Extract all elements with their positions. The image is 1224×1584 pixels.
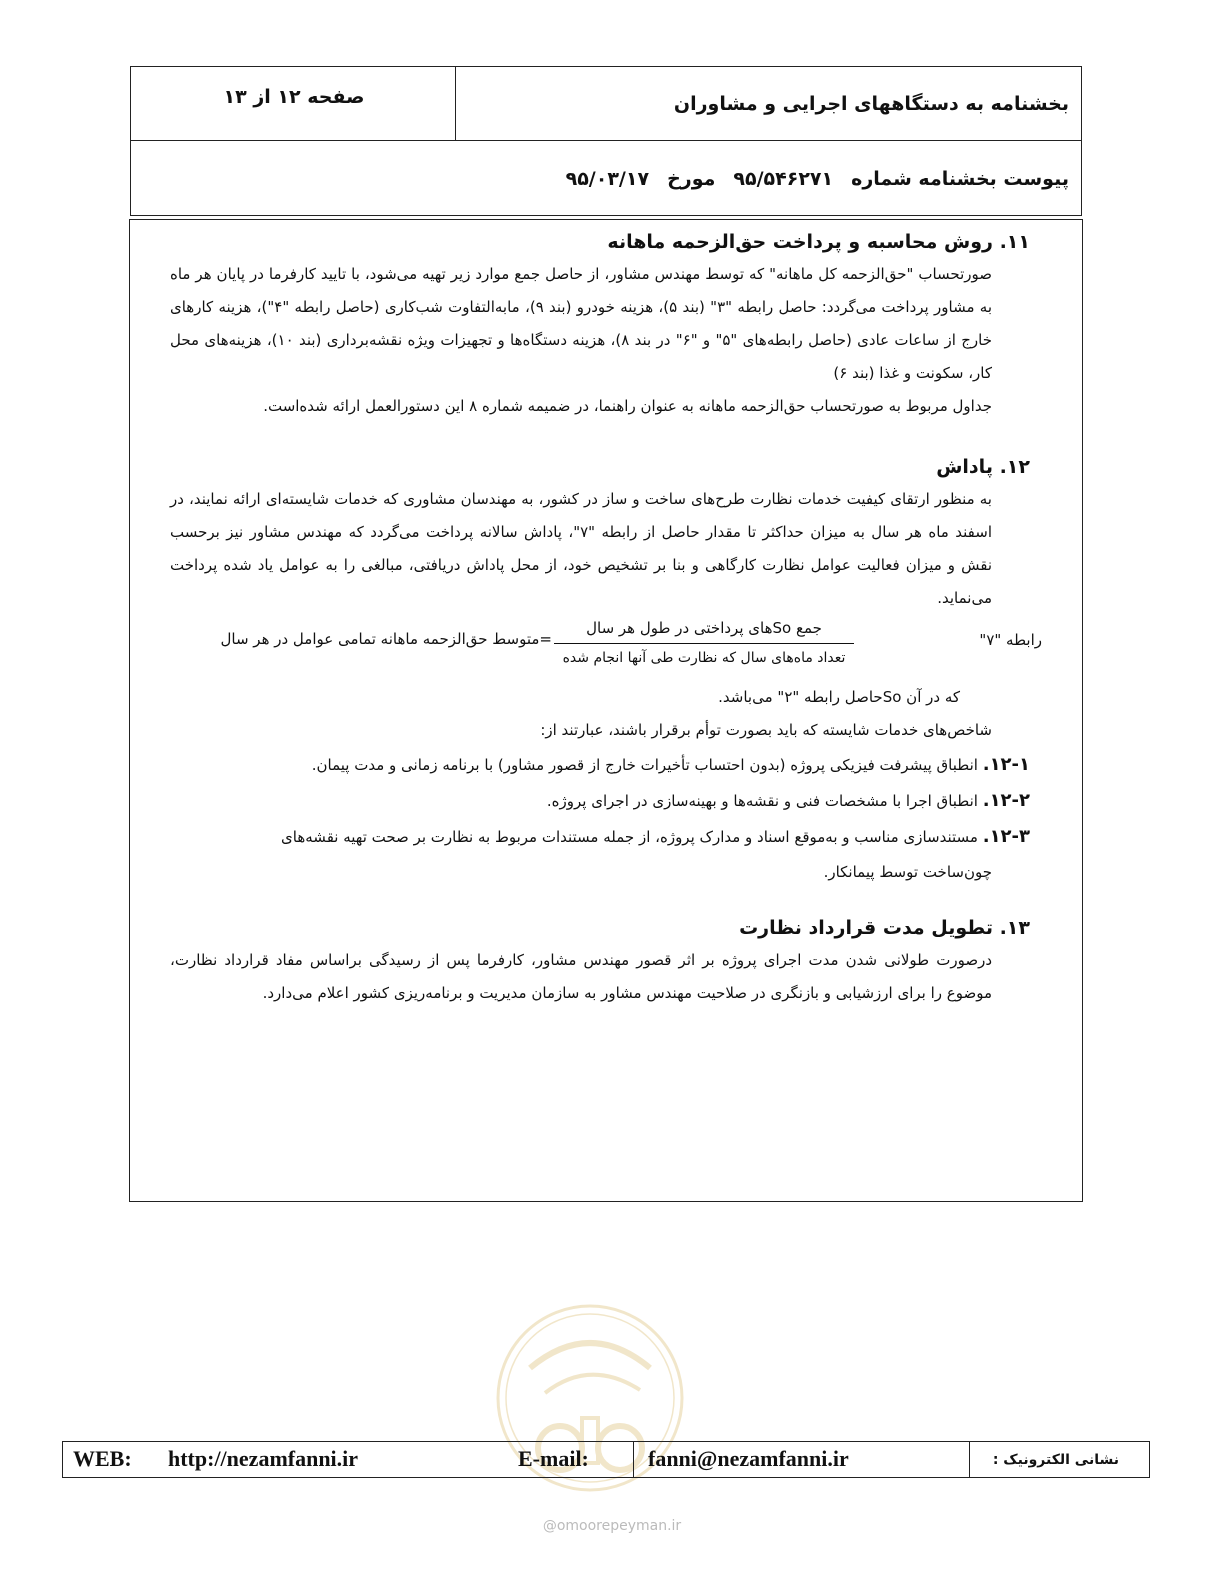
footer-label: نشانی الکترونیک : — [969, 1442, 1149, 1477]
criteria-item-2 — [170, 783, 1030, 819]
criteria-item-1-number: ۱۲-۱. — [982, 754, 1030, 775]
formula-label: رابطه "۷" — [979, 631, 1042, 649]
document-header — [130, 66, 1082, 216]
circular-number: ۹۵/۵۴۶۲۷۱ — [733, 168, 834, 190]
section-11-paragraph-1: صورتحساب "حق‌الزحمه کل ماهانه" که توسط مهندس مشاور، از حاصل جمع موارد زیر تهیه می‌شود، با تایید کارفرما در پایان هر ماه به مشاور پرداخت می‌گردد: حاصل رابطه "۳" (بند ۵)، هزینه خودرو (بند ۹)، مابه‌التفاوت شب‌کاری (حاصل رابطه "۴")، هزینه کارهای خارج از ساعات عادی (حاصل رابطه‌های "۵" و "۶" در بند ۸)، هزینه دستگاه‌ها و تجهیزات ویژه نقشه‌برداری (بند ۱۰)، هزینه‌های محل کار، سکونت و غذا (بند ۶) — [170, 265, 992, 382]
attachment-line — [131, 141, 1081, 217]
email-label: E-mail: — [518, 1446, 589, 1471]
section-13-heading: ۱۳. تطویل مدت قرارداد نظارت — [739, 917, 1030, 939]
circular-title: بخشنامه به دستگاههای اجرایی و مشاوران — [455, 67, 1081, 140]
circular-date: ۹۵/۰۳/۱۷ — [565, 168, 650, 190]
body-frame — [129, 219, 1083, 1202]
section-11-paragraph-2: جداول مربوط به صورتحساب حق‌الزحمه ماهانه به عنوان راهنما، در ضمیمه شماره ۸ این دستورالعمل ارائه شده‌است. — [263, 397, 992, 415]
formula-numerator: جمع Soهای پرداختی در طول هر سال — [554, 617, 854, 644]
header-row-top — [131, 67, 1081, 141]
formula-lhs: =متوسط حق‌الزحمه ماهانه تمامی عوامل در هر سال — [220, 630, 552, 648]
criteria-intro: شاخص‌های خدمات شایسته که باید بصورت توأم برقرار باشند، عبارتند از: — [540, 721, 992, 739]
date-label: مورخ — [667, 168, 716, 190]
criteria-item-2-number: ۱۲-۲. — [982, 790, 1030, 811]
criteria-item-1 — [170, 747, 1030, 783]
footer-bar — [62, 1441, 1150, 1478]
email-link[interactable]: fanni@nezamfanni.ir — [648, 1446, 849, 1471]
watermark-url: @omoorepeyman.ir — [542, 1518, 682, 1534]
formula-fraction — [554, 617, 854, 669]
formula-note: که در آن Soحاصل رابطه "۲" می‌باشد. — [718, 688, 960, 706]
criteria-item-3 — [170, 819, 1030, 890]
section-13-paragraph-1: درصورت طولانی شدن مدت اجرای پروژه بر اثر قصور مهندس مشاور، کارفرما پس از رسیدگی براساس مفاد قرارداد نظارت، موضوع را برای ارزشیابی و بازنگری در صلاحیت مهندس مشاور به سازمان مدیریت و برنامه‌ریزی کشور اعلام می‌دارد. — [170, 951, 992, 1002]
criteria-item-3-text: مستندسازی مناسب و به‌موقع اسناد و مدارک پروژه، از جمله مستندات مربوط به نظارت بر صحت تهیه نقشه‌های — [281, 828, 978, 846]
web-link[interactable]: http://nezamfanni.ir — [168, 1446, 359, 1471]
web-label: WEB: — [73, 1446, 132, 1471]
section-12-paragraph-1: به منظور ارتقای کیفیت خدمات نظارت طرح‌های ساخت و ساز در کشور، به مهندسان مشاوری که خدمات شایسته‌ای ارائه نمایند، در اسفند ماه هر سال به میزان حداکثر تا مقدار حاصل از رابطه "۷"، پاداش سالانه پرداخت می‌گردد که مهندس مشاور نیز برحسب نقش و میزان فعالیت عوامل نظارت کارگاهی و بنا بر تشخیص خود، از محل پاداش دریافتی، مبالغی را به عوامل یاد شده پرداخت می‌نماید. — [170, 490, 992, 607]
criteria-item-3-continuation: چون‌ساخت توسط پیمانکار. — [823, 863, 992, 881]
criteria-item-2-text: انطباق اجرا با مشخصات فنی و نقشه‌ها و بهینه‌سازی در اجرای پروژه. — [546, 792, 978, 810]
body-content — [170, 226, 1042, 1010]
section-12-heading: ۱۲. پاداش — [936, 456, 1030, 478]
criteria-item-1-text: انطباق پیشرفت فیزیکی پروژه (بدون احتساب تأخیرات خارج از قصور مشاور) با برنامه زمانی و مدت پیمان. — [311, 756, 978, 774]
attachment-label: پیوست بخشنامه شماره — [851, 168, 1069, 190]
criteria-item-3-number: ۱۲-۳. — [982, 826, 1030, 847]
section-11-heading: ۱۱. روش محاسبه و پرداخت حق‌الزحمه ماهانه — [607, 231, 1030, 253]
formula-7 — [170, 617, 1042, 681]
formula-denominator: تعداد ماه‌های سال که نظارت طی آنها انجام شده — [562, 650, 846, 666]
page-number: صفحه ۱۲ از ۱۳ — [223, 85, 365, 108]
